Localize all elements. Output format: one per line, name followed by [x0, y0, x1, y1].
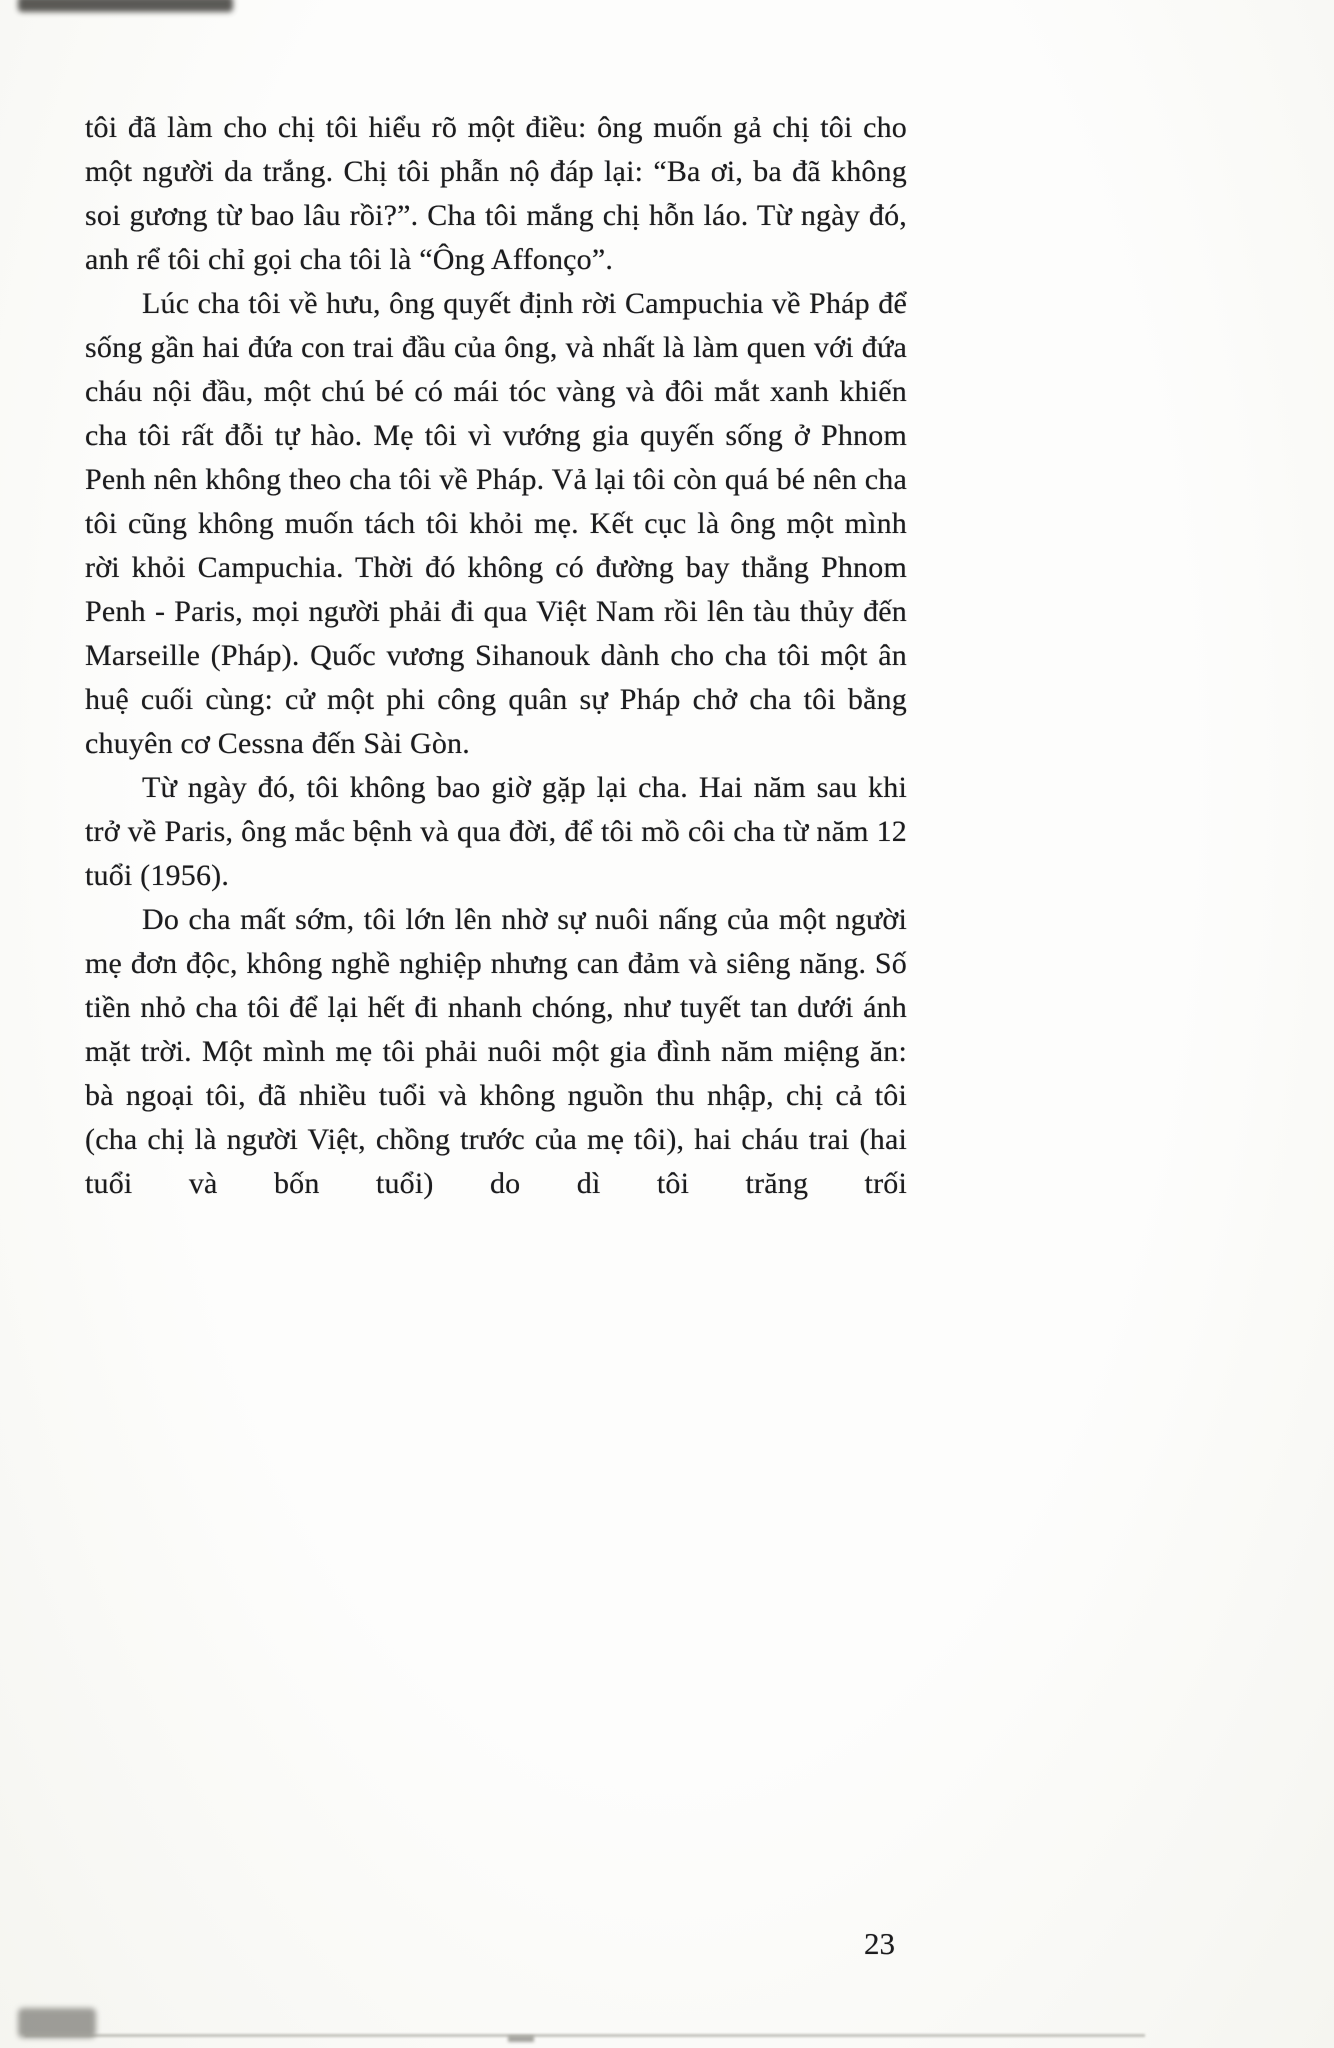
page-number: 23: [864, 1926, 895, 1961]
paragraph-cut-off: Do cha mất sớm, tôi lớn lên nhờ sự nuôi nấng của một người mẹ đơn độc, không nghề nghiệp nhưng can đảm và siêng năng. Số tiền nhỏ cha tôi để lại hết đi nhanh chóng, như tuyết tan dưới ánh mặt trời. Một mình mẹ tôi phải nuôi một gia đình năm miệng ăn: bà ngoại tôi, đã nhiều tuổi và không nguồn thu nhập, chị cả tôi (cha chị là người Việt, chồng trước của mẹ tôi), hai cháu trai (hai tuổi và bốn tuổi) do dì tôi trăng trối: [85, 903, 907, 1200]
text-block: [85, 106, 907, 1206]
scan-artifact-bottom-dot: [508, 2036, 534, 2042]
scan-artifact-bottom-line: [25, 2034, 1145, 2037]
scan-artifact-top-smudge: [18, 0, 233, 12]
paragraph-continuation: tôi đã làm cho chị tôi hiểu rõ một điều: ông muốn gả chị tôi cho một người da trắng. Chị tôi phẫn nộ đáp lại: “Ba ơi, ba đã không soi gương từ bao lâu rồi?”. Cha tôi mắng chị hỗn láo. Từ ngày đó, anh rể tôi chỉ gọi cha tôi là “Ông Affonço”.: [85, 111, 907, 276]
paragraph: Lúc cha tôi về hưu, ông quyết định rời Campuchia về Pháp để sống gần hai đứa con trai đầu của ông, và nhất là làm quen với đứa cháu nội đầu, một chú bé có mái tóc vàng và đôi mắt xanh khiến cha tôi rất đỗi tự hào. Mẹ tôi vì vướng gia quyến sống ở Phnom Penh nên không theo cha tôi về Pháp. Vả lại tôi còn quá bé nên cha tôi cũng không muốn tách tôi khỏi mẹ. Kết cục là ông một mình rời khỏi Campuchia. Thời đó không có đường bay thẳng Phnom Penh - Paris, mọi người phải đi qua Việt Nam rồi lên tàu thủy đến Marseille (Pháp). Quốc vương Sihanouk dành cho cha tôi một ân huệ cuối cùng: cử một phi công quân sự Pháp chở cha tôi bằng chuyên cơ Cessna đến Sài Gòn.: [85, 287, 907, 760]
paragraph: Từ ngày đó, tôi không bao giờ gặp lại cha. Hai năm sau khi trở về Paris, ông mắc bệnh và qua đời, để tôi mồ côi cha từ năm 12 tuổi (1956).: [85, 771, 907, 892]
